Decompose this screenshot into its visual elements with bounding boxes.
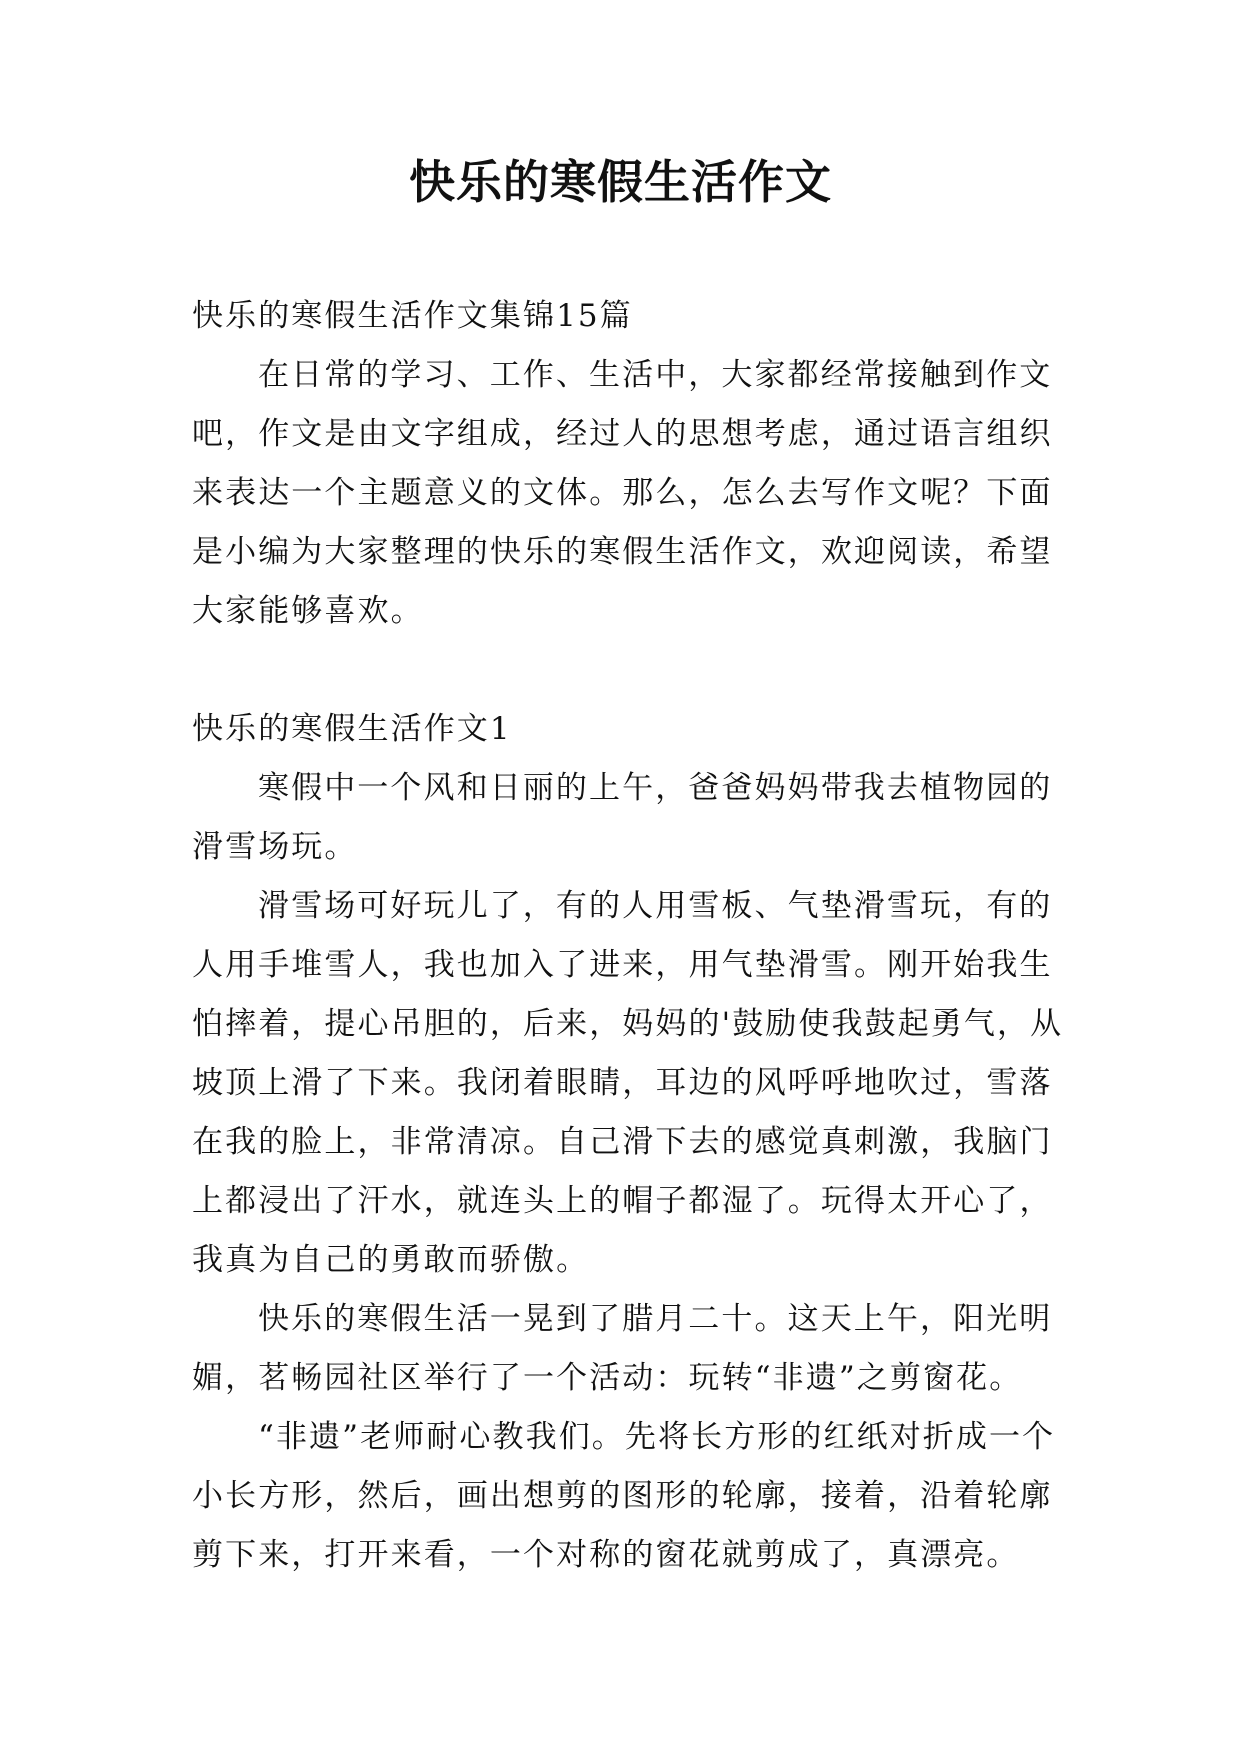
essay-paragraph: 快乐的寒假生活一晃到了腊月二十。这天上午，阳光明媚，茗畅园社区举行了一个活动：玩转“非遗”之剪窗花。: [192, 1301, 1053, 1396]
document-title: 快乐的寒假生活作文: [409, 155, 832, 209]
collection-heading: 快乐的寒假生活作文集锦15篇: [192, 298, 633, 334]
document-body: [192, 287, 1072, 1585]
section-spacer: [192, 641, 1072, 700]
essay-paragraph: “非遗”老师耐心教我们。先将长方形的红纸对折成一个小长方形，然后，画出想剪的图形的轮廓，接着，沿着轮廓剪下来，打开来看，一个对称的窗花就剪成了，真漂亮。: [192, 1419, 1056, 1573]
essay-paragraph: 寒假中一个风和日丽的上午，爸爸妈妈带我去植物园的滑雪场玩。: [192, 770, 1053, 865]
essay-heading: 快乐的寒假生活作文1: [192, 711, 512, 747]
essay-paragraph: 滑雪场可好玩儿了，有的人用雪板、气垫滑雪玩，有的人用手堆雪人，我也加入了进来，用气垫滑雪。刚开始我生怕摔着，提心吊胆的，后来，妈妈的'鼓励使我鼓起勇气，从坡顶上滑了下来。我闭着眼睛，耳边的风呼呼地吹过，雪落在我的脸上，非常清凉。自己滑下去的感觉真刺激，我脑门上都浸出了汗水，就连头上的帽子都湿了。玩得太开心了，我真为自己的勇敢而骄傲。: [192, 888, 1064, 1278]
intro-paragraph: 在日常的学习、工作、生活中，大家都经常接触到作文吧，作文是由文字组成，经过人的思想考虑，通过语言组织来表达一个主题意义的文体。那么，怎么去写作文呢？下面是小编为大家整理的快乐的寒假生活作文，欢迎阅读，希望大家能够喜欢。: [192, 357, 1053, 629]
